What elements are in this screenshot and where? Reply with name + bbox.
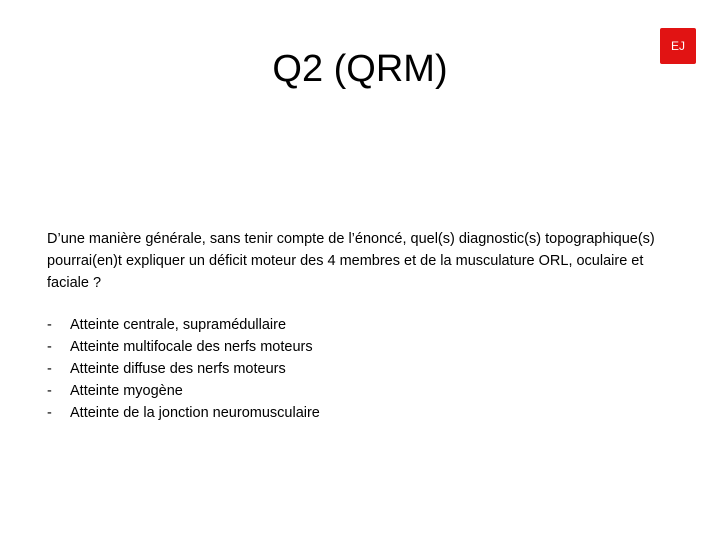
answer-option-label: Atteinte de la jonction neuromusculaire — [70, 405, 320, 421]
bullet-dash: - — [47, 405, 52, 421]
bullet-dash: - — [47, 339, 52, 355]
answer-option-label: Atteinte diffuse des nerfs moteurs — [70, 361, 286, 377]
answer-option-label: Atteinte multifocale des nerfs moteurs — [70, 339, 313, 355]
answer-option — [47, 380, 647, 402]
answer-option — [47, 336, 647, 358]
question-text: D’une manière générale, sans tenir compte de l’énoncé, quel(s) diagnostic(s) topographique(s) pourrai(en)t expliquer un déficit moteur des 4 membres et de la musculature ORL, oculaire et faciale ? — [47, 231, 655, 291]
answer-option-label: Atteinte myogène — [70, 383, 183, 399]
answer-option — [47, 402, 647, 424]
bullet-dash: - — [47, 361, 52, 377]
answer-option — [47, 314, 647, 336]
bullet-dash: - — [47, 383, 52, 399]
author-badge: EJ — [660, 28, 696, 64]
answer-option-label: Atteinte centrale, supramédullaire — [70, 317, 287, 333]
bullet-dash: - — [47, 317, 52, 333]
answer-option — [47, 358, 647, 380]
answer-options-list — [47, 314, 647, 424]
slide-title: Q2 (QRM) — [272, 48, 448, 90]
